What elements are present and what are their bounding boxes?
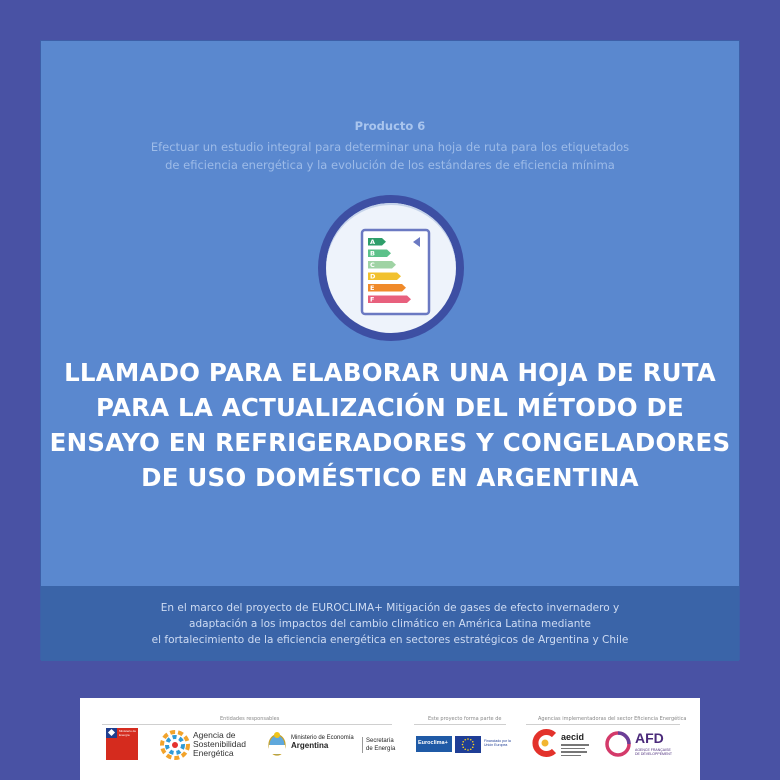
eu-star <box>462 741 464 743</box>
energy-efficiency-label-icon <box>326 203 456 333</box>
eu-star <box>473 744 475 746</box>
context-band <box>41 586 739 661</box>
context-line: adaptación a los impactos del cambio climático en América Latina mediante <box>189 618 591 630</box>
context-line: el fortalecimiento de la eficiencia energética en sectores estratégicos de Argentina y Chile <box>151 634 629 646</box>
product-subtitle <box>41 138 739 174</box>
subtitle-line: de eficiencia energética y la evolución de los estándares de eficiencia mínima <box>165 158 615 172</box>
divider <box>414 724 506 725</box>
agencia-sostenibilidad-logo <box>160 730 190 760</box>
subtitle-line: Efectuar un estudio integral para determinar una hoja de ruta para los etiquetados <box>150 140 630 154</box>
eu-star <box>462 744 464 746</box>
icon-badge <box>318 195 464 341</box>
divider <box>526 724 680 725</box>
section-label-responsables: Entidades responsables <box>220 716 280 722</box>
aecid-logo <box>532 729 558 757</box>
argentina-ministry-name: Ministerio de Economía Argentina <box>291 735 354 750</box>
eu-star <box>467 738 469 740</box>
headline-line: LLAMADO PARA ELABORAR UNA HOJA DE RUTA <box>64 358 716 387</box>
logo-footer <box>80 698 700 780</box>
eu-funding-text: Financiado por la Unión Europea <box>484 739 511 747</box>
context-line: En el marco del proyecto de EUROCLIMA+ Mitigación de gases de efecto invernadero y <box>160 602 620 614</box>
agencia-name: Agencia de Sostenibilidad Energética <box>193 730 246 758</box>
energy-class-letter-c: C <box>370 261 375 270</box>
eu-star <box>472 741 474 743</box>
headline <box>41 355 739 495</box>
energy-class-letter-d: D <box>370 272 376 281</box>
eu-flag-icon <box>455 736 481 753</box>
energy-class-letter-f: F <box>370 295 375 304</box>
headline-line: ENSAYO EN REFRIGERADORES Y CONGELADORES <box>49 428 731 457</box>
aecid-name: aecid <box>561 732 585 742</box>
secretaria-energia: Secretaría de Energía <box>362 737 395 753</box>
section-label-implementers: Agencias implementadoras del sector Eficiencia Energética <box>538 716 687 722</box>
eu-star <box>462 746 464 748</box>
energy-class-letter-b: B <box>370 249 375 258</box>
section-label-project: Este proyecto forma parte de <box>428 716 502 722</box>
afd-name: AFD <box>635 730 664 746</box>
aecid-subtext-lines <box>561 744 591 756</box>
headline-line: PARA LA ACTUALIZACIÓN DEL MÉTODO DE <box>96 393 684 422</box>
headline-line: DE USO DOMÉSTICO EN ARGENTINA <box>141 463 639 492</box>
eu-star <box>472 746 474 748</box>
energy-class-letter-e: E <box>370 284 375 293</box>
euroclima-logo: Euroclima+ <box>416 736 452 752</box>
eu-star <box>470 739 472 741</box>
energy-class-letter-a: A <box>370 238 376 247</box>
chile-ministry-logo: Ministerio de Energía <box>106 728 138 760</box>
eu-star <box>464 748 466 750</box>
divider <box>102 724 392 725</box>
afd-subtext: AGENCE FRANÇAISE DE DÉVELOPPEMENT <box>635 748 672 756</box>
afd-logo <box>604 730 632 758</box>
eu-star <box>467 749 469 751</box>
eu-star <box>464 739 466 741</box>
announcement-card <box>40 40 740 660</box>
argentina-coat-of-arms <box>267 731 287 757</box>
eu-star <box>470 748 472 750</box>
product-label: Producto 6 <box>354 119 426 133</box>
